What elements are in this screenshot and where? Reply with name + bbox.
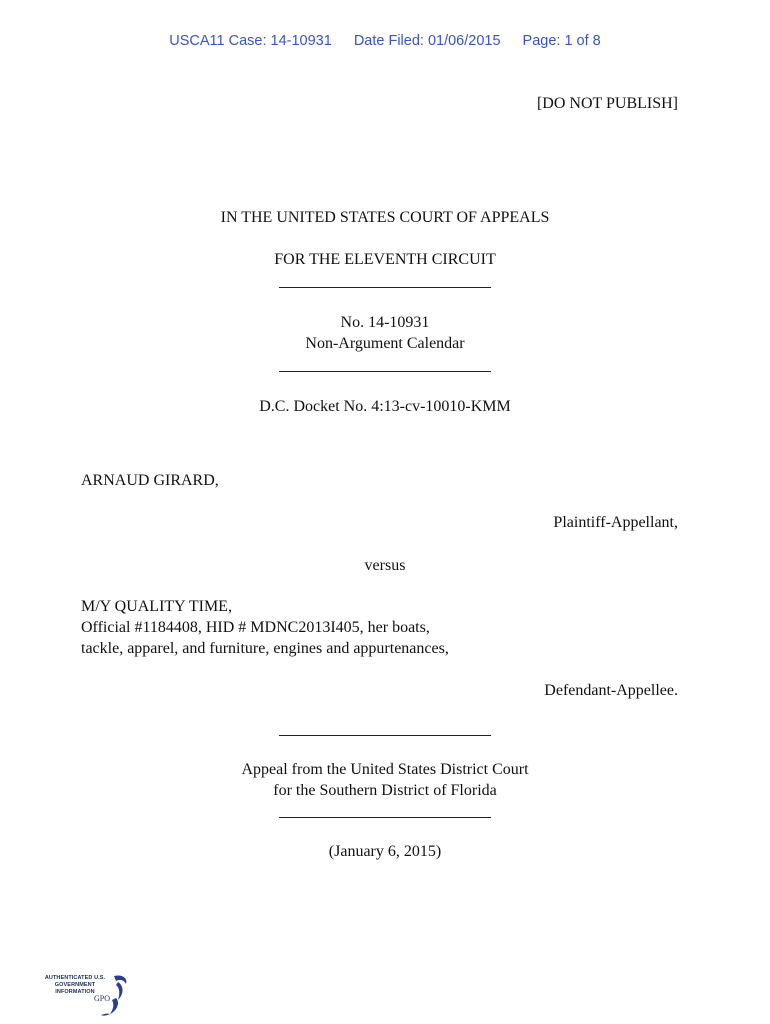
divider-rule: [279, 817, 491, 818]
versus-label: versus: [364, 557, 406, 574]
publish-note: [DO NOT PUBLISH]: [536, 95, 678, 112]
divider-rule: [279, 735, 491, 736]
appeal-district: for the Southern District of Florida: [273, 782, 497, 799]
court-name: IN THE UNITED STATES COURT OF APPEALS: [220, 209, 550, 226]
case-number: No. 14-10931: [340, 314, 430, 331]
divider-rule: [279, 287, 491, 288]
filing-header: [0, 33, 770, 49]
defendant-role: Defendant-Appellee.: [544, 682, 678, 699]
gpo-seal-text: AUTHENTICATED U.S. GOVERNMENT INFORMATION: [44, 975, 106, 995]
divider-rule: [279, 371, 491, 372]
plaintiff-name: ARNAUD GIRARD,: [81, 472, 219, 489]
defendant-details-cont: tackle, apparel, and furniture, engines and appurtenances,: [81, 640, 449, 657]
appeal-origin: Appeal from the United States District Court: [241, 761, 529, 778]
page-count-stamp: Page: 1 of 8: [522, 33, 601, 49]
defendant-name: M/Y QUALITY TIME,: [81, 598, 232, 615]
eagle-icon: [100, 972, 130, 1018]
defendant-details: Official #1184408, HID # MDNC2013I405, her boats,: [81, 619, 430, 636]
decision-date: (January 6, 2015): [328, 843, 442, 860]
gpo-seal-mark: GPO: [94, 994, 111, 1003]
gpo-authentication-seal: [44, 972, 130, 1018]
circuit-name: FOR THE ELEVENTH CIRCUIT: [274, 251, 496, 268]
calendar-type: Non-Argument Calendar: [305, 335, 465, 352]
date-filed-stamp: Date Filed: 01/06/2015: [353, 33, 501, 49]
plaintiff-role: Plaintiff-Appellant,: [553, 514, 678, 531]
docket-number: D.C. Docket No. 4:13-cv-10010-KMM: [259, 398, 511, 415]
case-number-stamp: USCA11 Case: 14-10931: [169, 33, 332, 49]
